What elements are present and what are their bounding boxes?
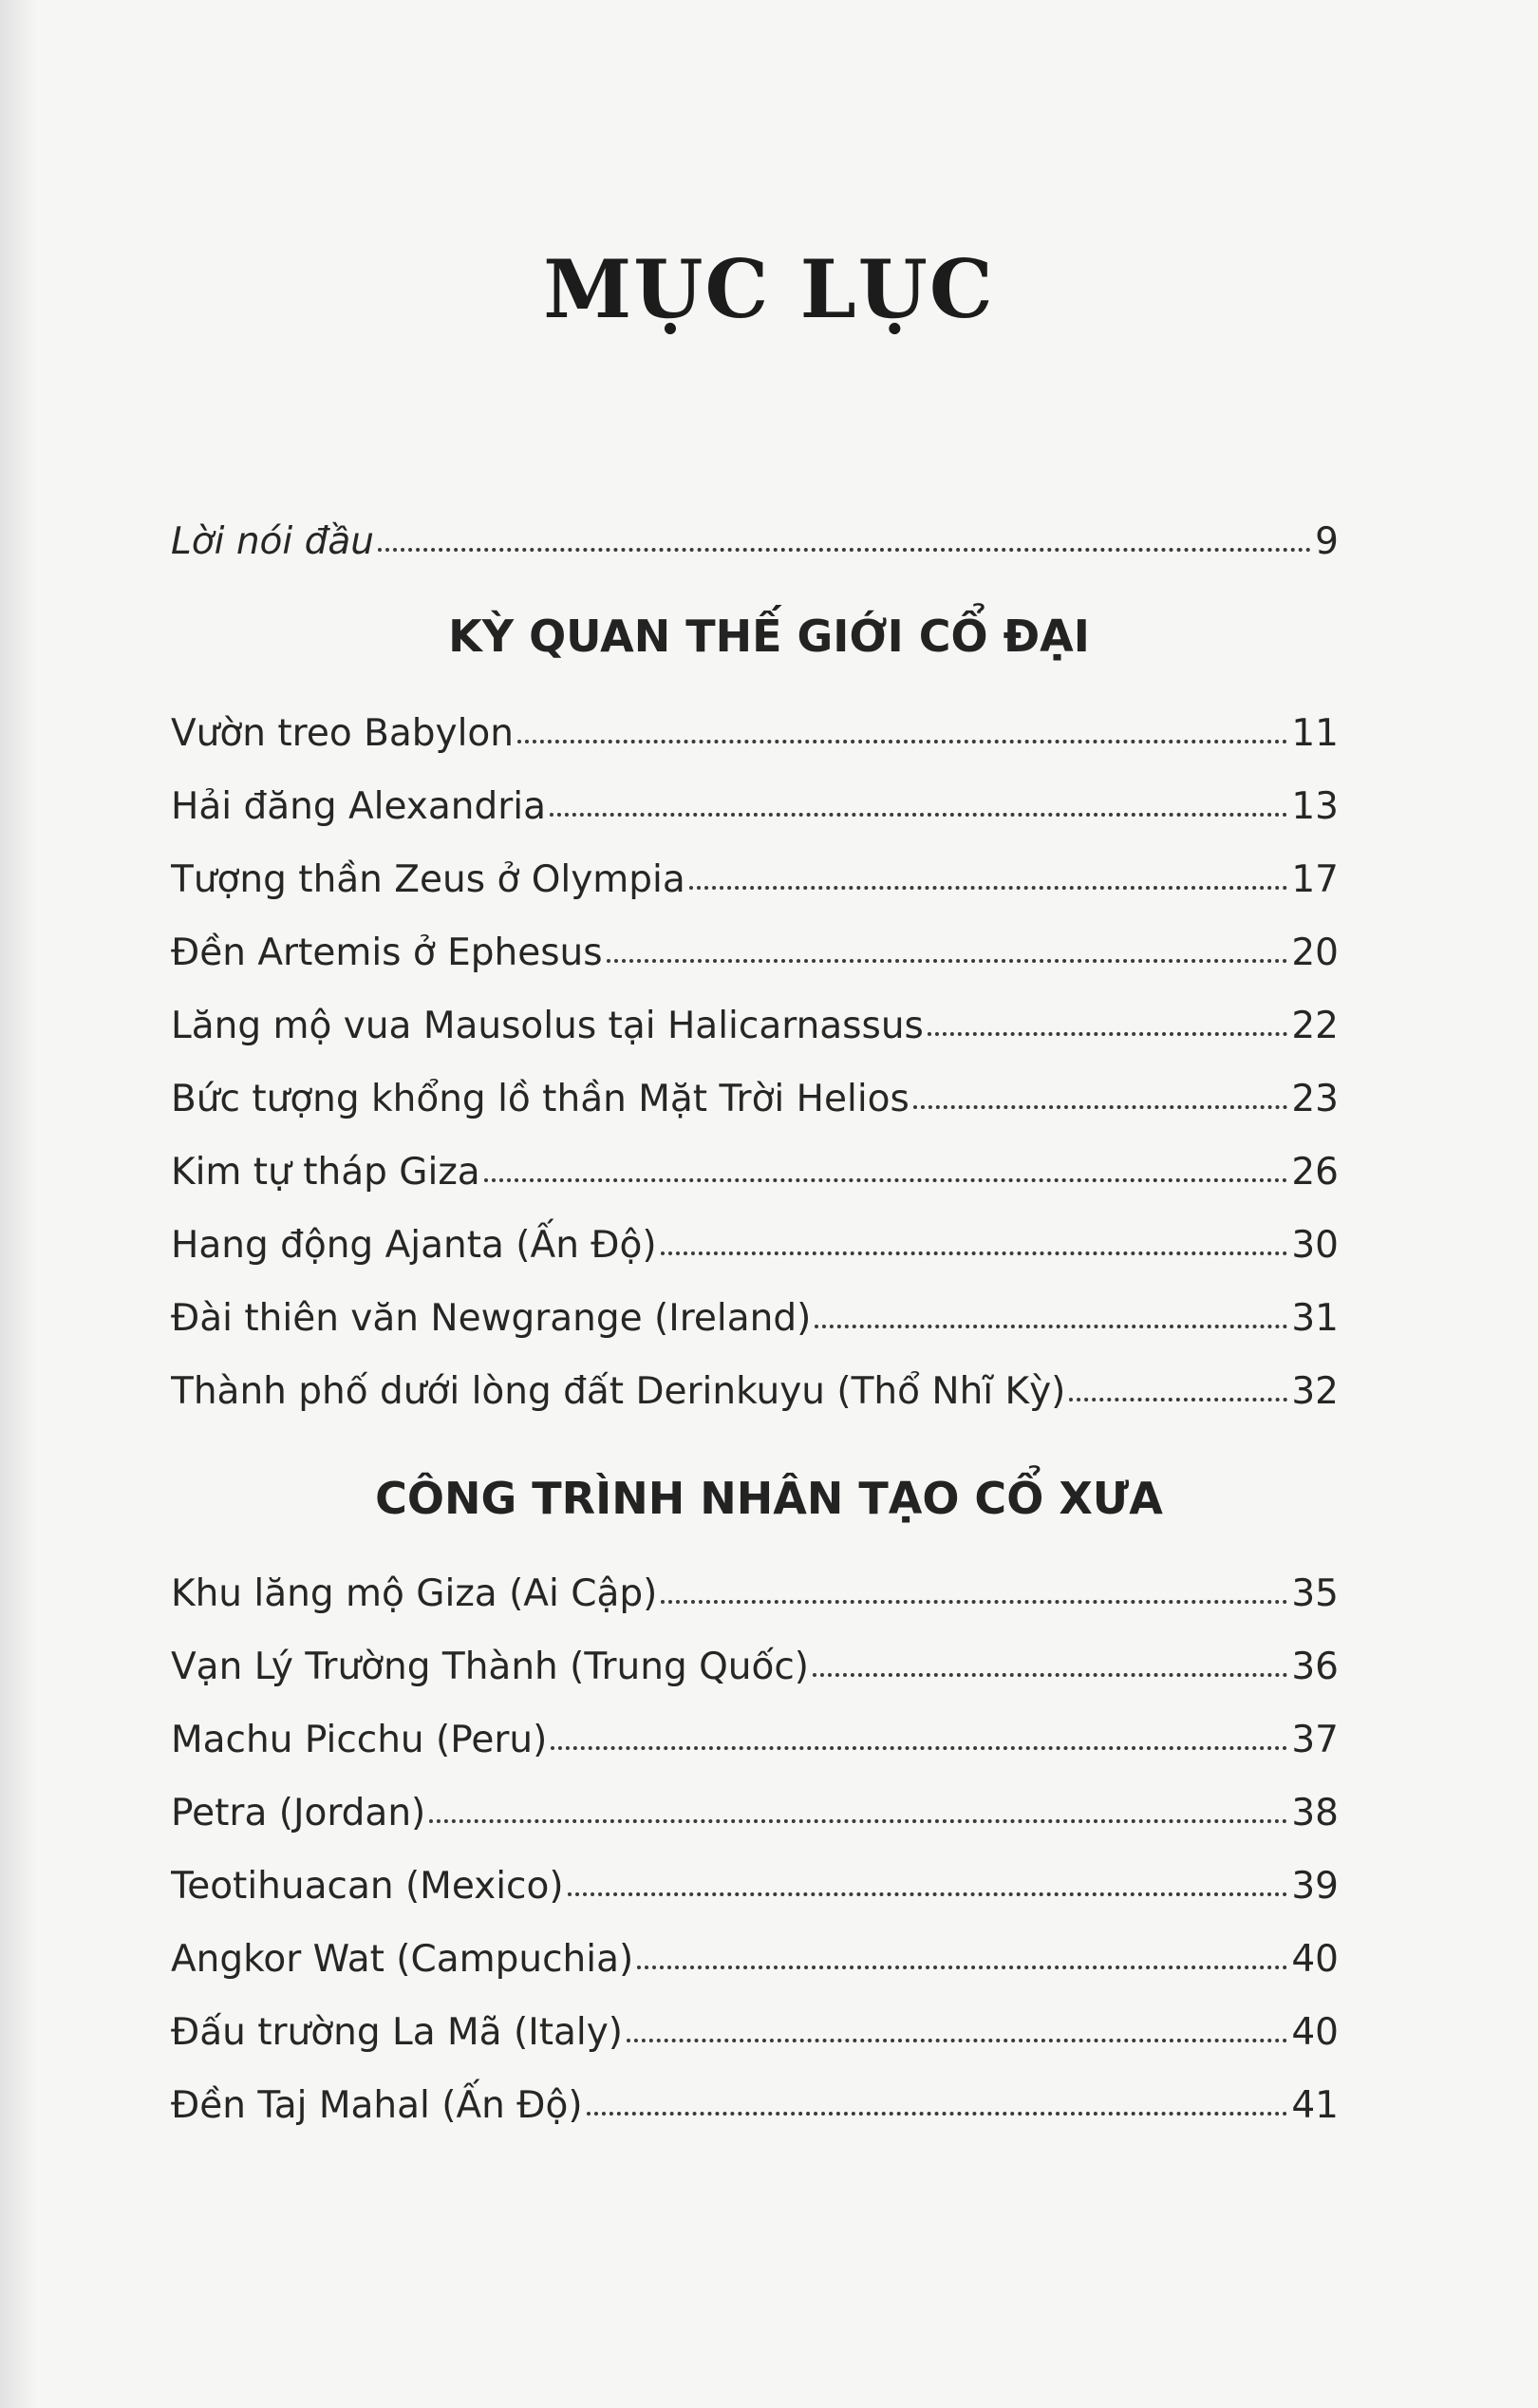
toc-entry[interactable] bbox=[171, 771, 1339, 828]
toc-entry[interactable] bbox=[171, 1631, 1339, 1688]
toc-entry-page: 40 bbox=[1291, 2011, 1339, 2054]
dot-leader bbox=[661, 1251, 1288, 1255]
toc-entry-label: Teotihuacan (Mexico) bbox=[171, 1865, 564, 1908]
toc-entry[interactable] bbox=[171, 917, 1339, 974]
toc-entry-label: Đài thiên văn Newgrange (Ireland) bbox=[171, 1297, 812, 1340]
dot-leader bbox=[517, 740, 1287, 743]
toc-entry[interactable] bbox=[171, 1558, 1339, 1615]
toc-entry[interactable] bbox=[171, 990, 1339, 1047]
toc-entry-page: 37 bbox=[1291, 1719, 1339, 1761]
toc-entry-label: Hải đăng Alexandria bbox=[171, 785, 547, 828]
toc-entry-page: 31 bbox=[1291, 1297, 1339, 1340]
toc-entry-page: 39 bbox=[1291, 1865, 1339, 1908]
toc-entry-label: Kim tự tháp Giza bbox=[171, 1151, 480, 1194]
dot-leader bbox=[913, 1105, 1288, 1109]
dot-leader bbox=[587, 2112, 1288, 2116]
toc-entry-page: 36 bbox=[1291, 1646, 1339, 1688]
toc-entry[interactable] bbox=[171, 698, 1339, 755]
toc-entry-label: Vườn treo Babylon bbox=[171, 712, 514, 755]
toc-entry-label: Lời nói đầu bbox=[171, 520, 375, 563]
toc-entry[interactable] bbox=[171, 1137, 1339, 1194]
toc-entry-label: Petra (Jordan) bbox=[171, 1792, 426, 1834]
toc-entry[interactable] bbox=[171, 1210, 1339, 1267]
toc-entry-label: Lăng mộ vua Mausolus tại Halicarnassus bbox=[171, 1005, 924, 1047]
toc-entry-page: 40 bbox=[1291, 1938, 1339, 1981]
dot-leader bbox=[568, 1892, 1288, 1896]
toc-entry-page: 38 bbox=[1291, 1792, 1339, 1834]
dot-leader bbox=[429, 1819, 1287, 1823]
dot-leader bbox=[928, 1032, 1288, 1036]
toc-entry-page: 20 bbox=[1291, 931, 1339, 974]
toc-entry-page: 17 bbox=[1291, 858, 1339, 901]
toc-entry[interactable] bbox=[171, 1924, 1339, 1981]
page-title: MỤC LỤC bbox=[543, 242, 995, 336]
toc-entry-label: Machu Picchu (Peru) bbox=[171, 1719, 548, 1761]
toc-entry-page: 32 bbox=[1291, 1370, 1339, 1413]
toc-entry-page: 26 bbox=[1291, 1151, 1339, 1194]
dot-leader bbox=[627, 2039, 1287, 2042]
dot-leader bbox=[637, 1966, 1287, 1969]
toc-entry-page: 11 bbox=[1291, 712, 1339, 755]
dot-leader bbox=[661, 1600, 1287, 1604]
toc-entry-label: Angkor Wat (Campuchia) bbox=[171, 1938, 634, 1981]
toc-entry-label: Bức tượng khổng lồ thần Mặt Trời Helios bbox=[171, 1078, 910, 1120]
dot-leader bbox=[551, 1746, 1287, 1750]
toc-entry[interactable] bbox=[171, 844, 1339, 901]
toc-entry-label: Đền Taj Mahal (Ấn Độ) bbox=[171, 2084, 583, 2127]
toc-entry-page: 35 bbox=[1291, 1572, 1339, 1615]
dot-leader bbox=[815, 1325, 1287, 1328]
toc-entry-preface[interactable] bbox=[171, 506, 1339, 563]
toc-entry-page: 22 bbox=[1291, 1005, 1339, 1047]
toc-entry-page: 41 bbox=[1291, 2084, 1339, 2127]
toc-entry-label: Tượng thần Zeus ở Olympia bbox=[171, 858, 685, 901]
dot-leader bbox=[607, 959, 1288, 963]
toc-entry-page: 9 bbox=[1315, 520, 1339, 563]
toc-entry-label: Khu lăng mộ Giza (Ai Cập) bbox=[171, 1572, 658, 1615]
toc-entry[interactable] bbox=[171, 1997, 1339, 2054]
toc-entry[interactable] bbox=[171, 1063, 1339, 1120]
toc-entry[interactable] bbox=[171, 1851, 1339, 1908]
toc-entry-label: Đền Artemis ở Ephesus bbox=[171, 931, 603, 974]
toc-entry-label: Thành phố dưới lòng đất Derinkuyu (Thổ Nhĩ Kỳ) bbox=[171, 1370, 1066, 1413]
toc-entry[interactable] bbox=[171, 1356, 1339, 1413]
toc-entry[interactable] bbox=[171, 1704, 1339, 1761]
dot-leader bbox=[484, 1178, 1288, 1182]
dot-leader bbox=[1069, 1398, 1287, 1402]
toc-entry[interactable] bbox=[171, 1778, 1339, 1834]
toc-entry-label: Hang động Ajanta (Ấn Độ) bbox=[171, 1224, 657, 1267]
dot-leader bbox=[813, 1673, 1287, 1677]
toc-entry-page: 23 bbox=[1291, 1078, 1339, 1120]
section-heading-ancient-wonders: KỲ QUAN THẾ GIỚI CỔ ĐẠI bbox=[448, 611, 1090, 662]
toc-entry[interactable] bbox=[171, 2070, 1339, 2127]
toc-entry-page: 30 bbox=[1291, 1224, 1339, 1267]
toc-entry[interactable] bbox=[171, 1283, 1339, 1340]
dot-leader bbox=[378, 548, 1311, 552]
dot-leader bbox=[550, 813, 1287, 817]
section-heading-ancient-structures: CÔNG TRÌNH NHÂN TẠO CỔ XƯA bbox=[375, 1473, 1163, 1524]
toc-entry-label: Vạn Lý Trường Thành (Trung Quốc) bbox=[171, 1646, 810, 1688]
toc-entry-label: Đấu trường La Mã (Italy) bbox=[171, 2011, 624, 2054]
dot-leader bbox=[689, 886, 1288, 890]
toc-entry-page: 13 bbox=[1291, 785, 1339, 828]
